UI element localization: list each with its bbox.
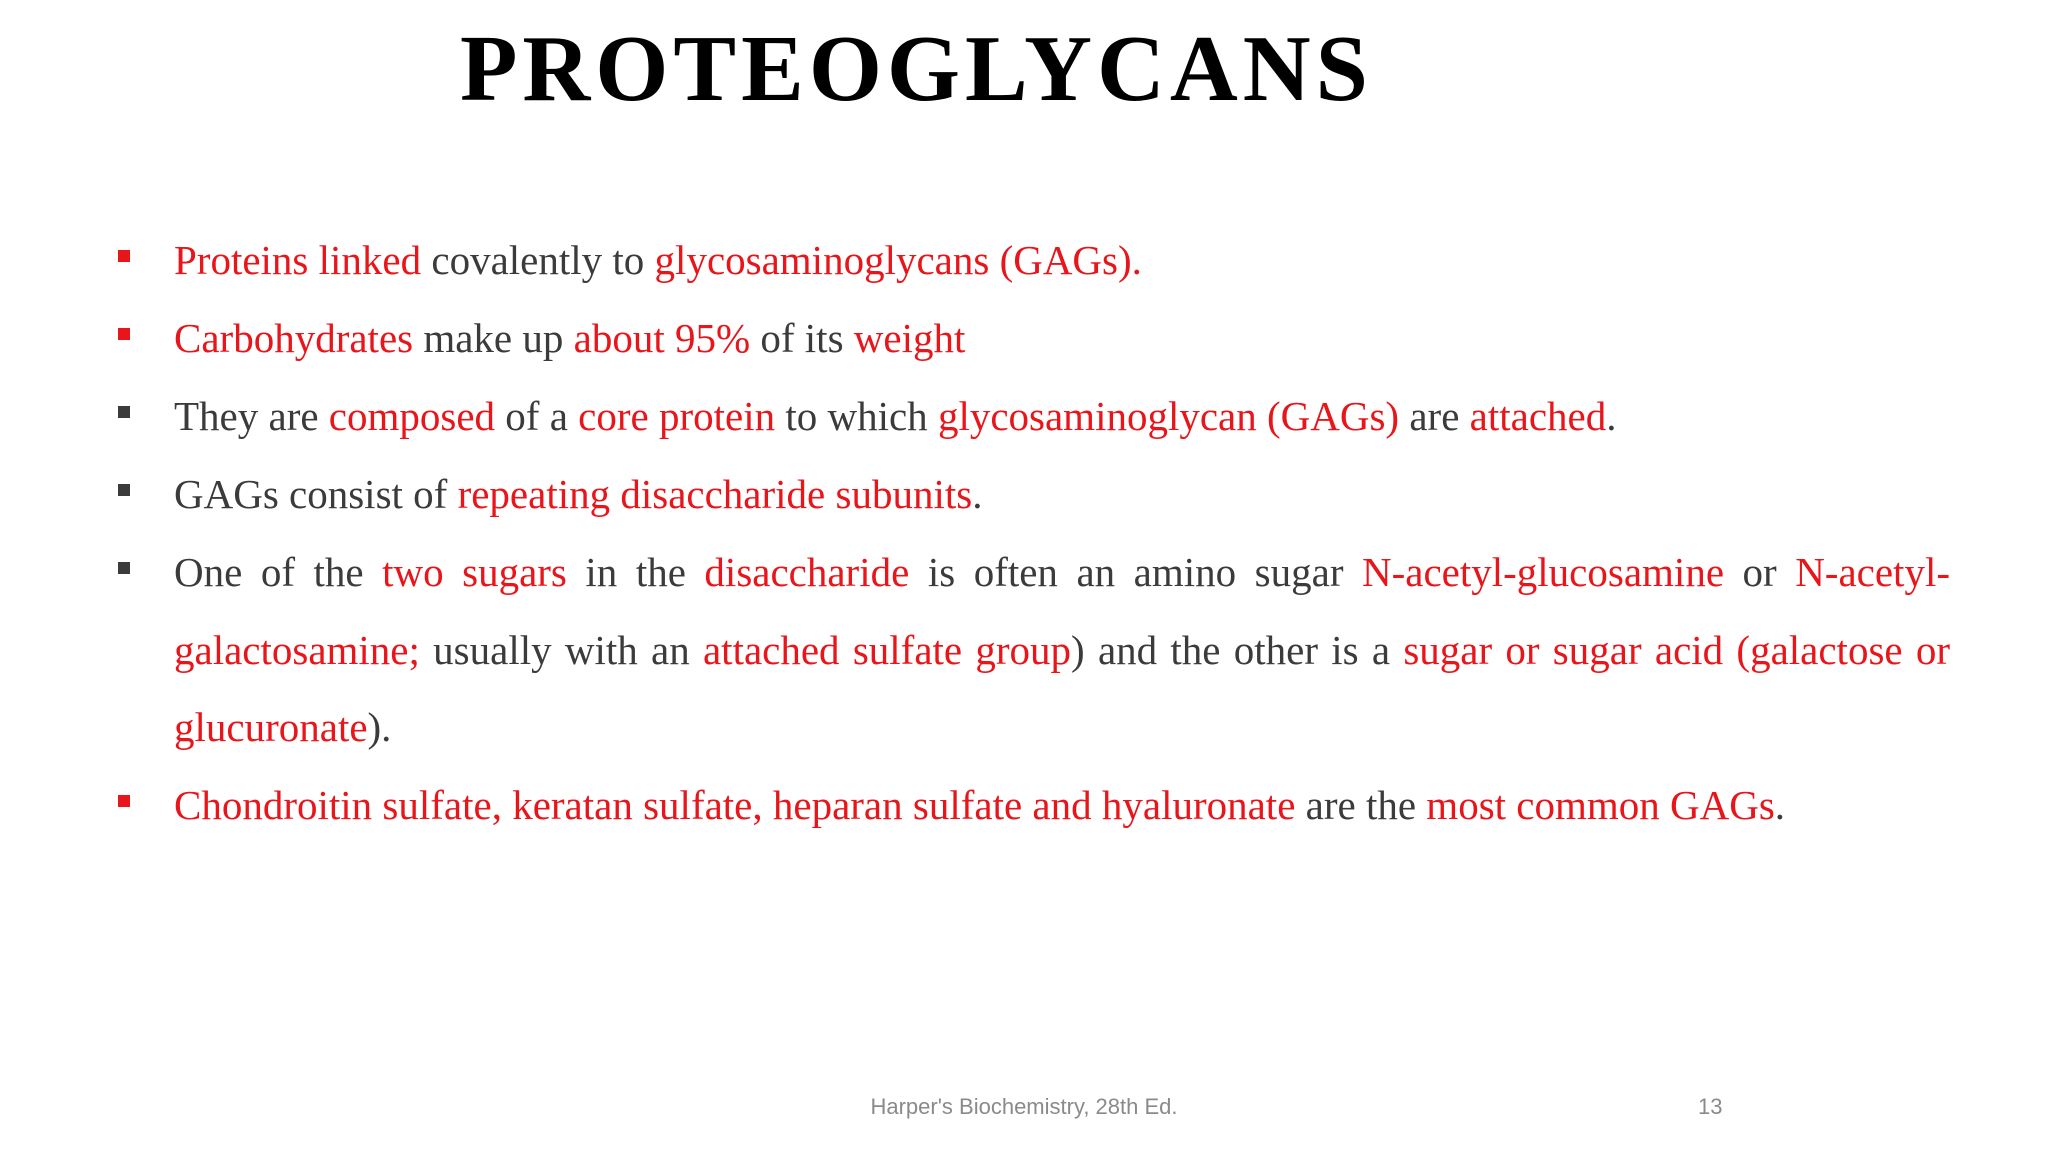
bullet-text-segment: N-acetyl-glucosamine	[1362, 549, 1725, 595]
bullet-marker	[118, 795, 130, 807]
bullet-text-segment: ) and the other is a	[1071, 626, 1404, 673]
bullet-text-segment: weight	[853, 315, 966, 361]
bullet-item	[174, 222, 1950, 300]
bullet-marker	[118, 484, 130, 496]
bullet-item	[174, 378, 1950, 456]
bullet-text-segment: make up	[413, 315, 574, 361]
bullet-item	[174, 767, 1950, 845]
slide-title: PROTEOGLYCANS	[460, 17, 1373, 121]
bullet-text-segment: disaccharide	[704, 549, 910, 595]
bullet-text-segment: N-acetyl-galactosamine;	[174, 549, 1950, 673]
bullet-text-segment: They are	[174, 393, 329, 439]
bullet-marker	[118, 406, 130, 418]
bullet-text-segment: attached sulfate group	[702, 626, 1072, 673]
bullet-text-segment: of its	[750, 315, 854, 361]
bullet-text-segment: glycosaminoglycans (GAGs).	[654, 237, 1142, 283]
footer-source: Harper's Biochemistry, 28th Ed.	[870, 1094, 1178, 1119]
bullet-text-segment: are the	[1295, 782, 1427, 828]
bullet-text-segment: is often an amino sugar	[909, 549, 1362, 595]
bullet-text-segment: Chondroitin sulfate, keratan sulfate, heparan sulfate and hyaluronate	[174, 782, 1296, 828]
bullet-text-segment: attached	[1469, 393, 1607, 439]
bullet-text-segment: sugar or sugar acid (galactose or glucuronate	[174, 626, 1951, 750]
bullet-text-segment: about 95%	[573, 315, 751, 361]
bullet-marker	[118, 562, 130, 574]
bullet-text-segment: GAGs consist of	[174, 471, 458, 517]
bullet-text-segment: to which	[775, 393, 938, 439]
bullet-item	[174, 300, 1950, 378]
bullet-text-segment: ).	[367, 704, 392, 750]
bullet-text-segment: .	[1774, 782, 1786, 828]
bullet-text-segment: Carbohydrates	[174, 315, 414, 361]
bullet-item	[174, 534, 1950, 767]
page-number: 13	[1698, 1094, 1723, 1119]
bullet-text-segment: .	[1606, 393, 1617, 439]
bullet-text-segment: in the	[566, 549, 705, 595]
bullet-text-segment: One of the	[174, 549, 383, 595]
bullet-text-segment: Proteins linked	[174, 237, 422, 283]
bullet-text-segment: two sugars	[382, 549, 567, 595]
bullet-text-segment: covalently to	[421, 237, 655, 283]
bullet-text-segment: glycosaminoglycan (GAGs)	[937, 393, 1400, 439]
bullet-text-segment: composed	[328, 393, 496, 439]
bullet-marker	[118, 328, 130, 340]
bullet-text-segment: most common GAGs	[1426, 782, 1775, 828]
bullet-marker	[118, 250, 130, 262]
bullet-text-segment: repeating disaccharide subunits	[457, 471, 973, 517]
bullet-text-segment: or	[1724, 549, 1796, 595]
bullet-text-segment: usually with an	[419, 626, 703, 673]
bullet-item	[174, 456, 1950, 534]
bullet-text-segment: of a	[495, 393, 579, 439]
bullet-text-segment: are	[1399, 393, 1470, 439]
bullet-text-segment: .	[972, 471, 983, 517]
bullet-text-segment: core protein	[578, 393, 776, 439]
